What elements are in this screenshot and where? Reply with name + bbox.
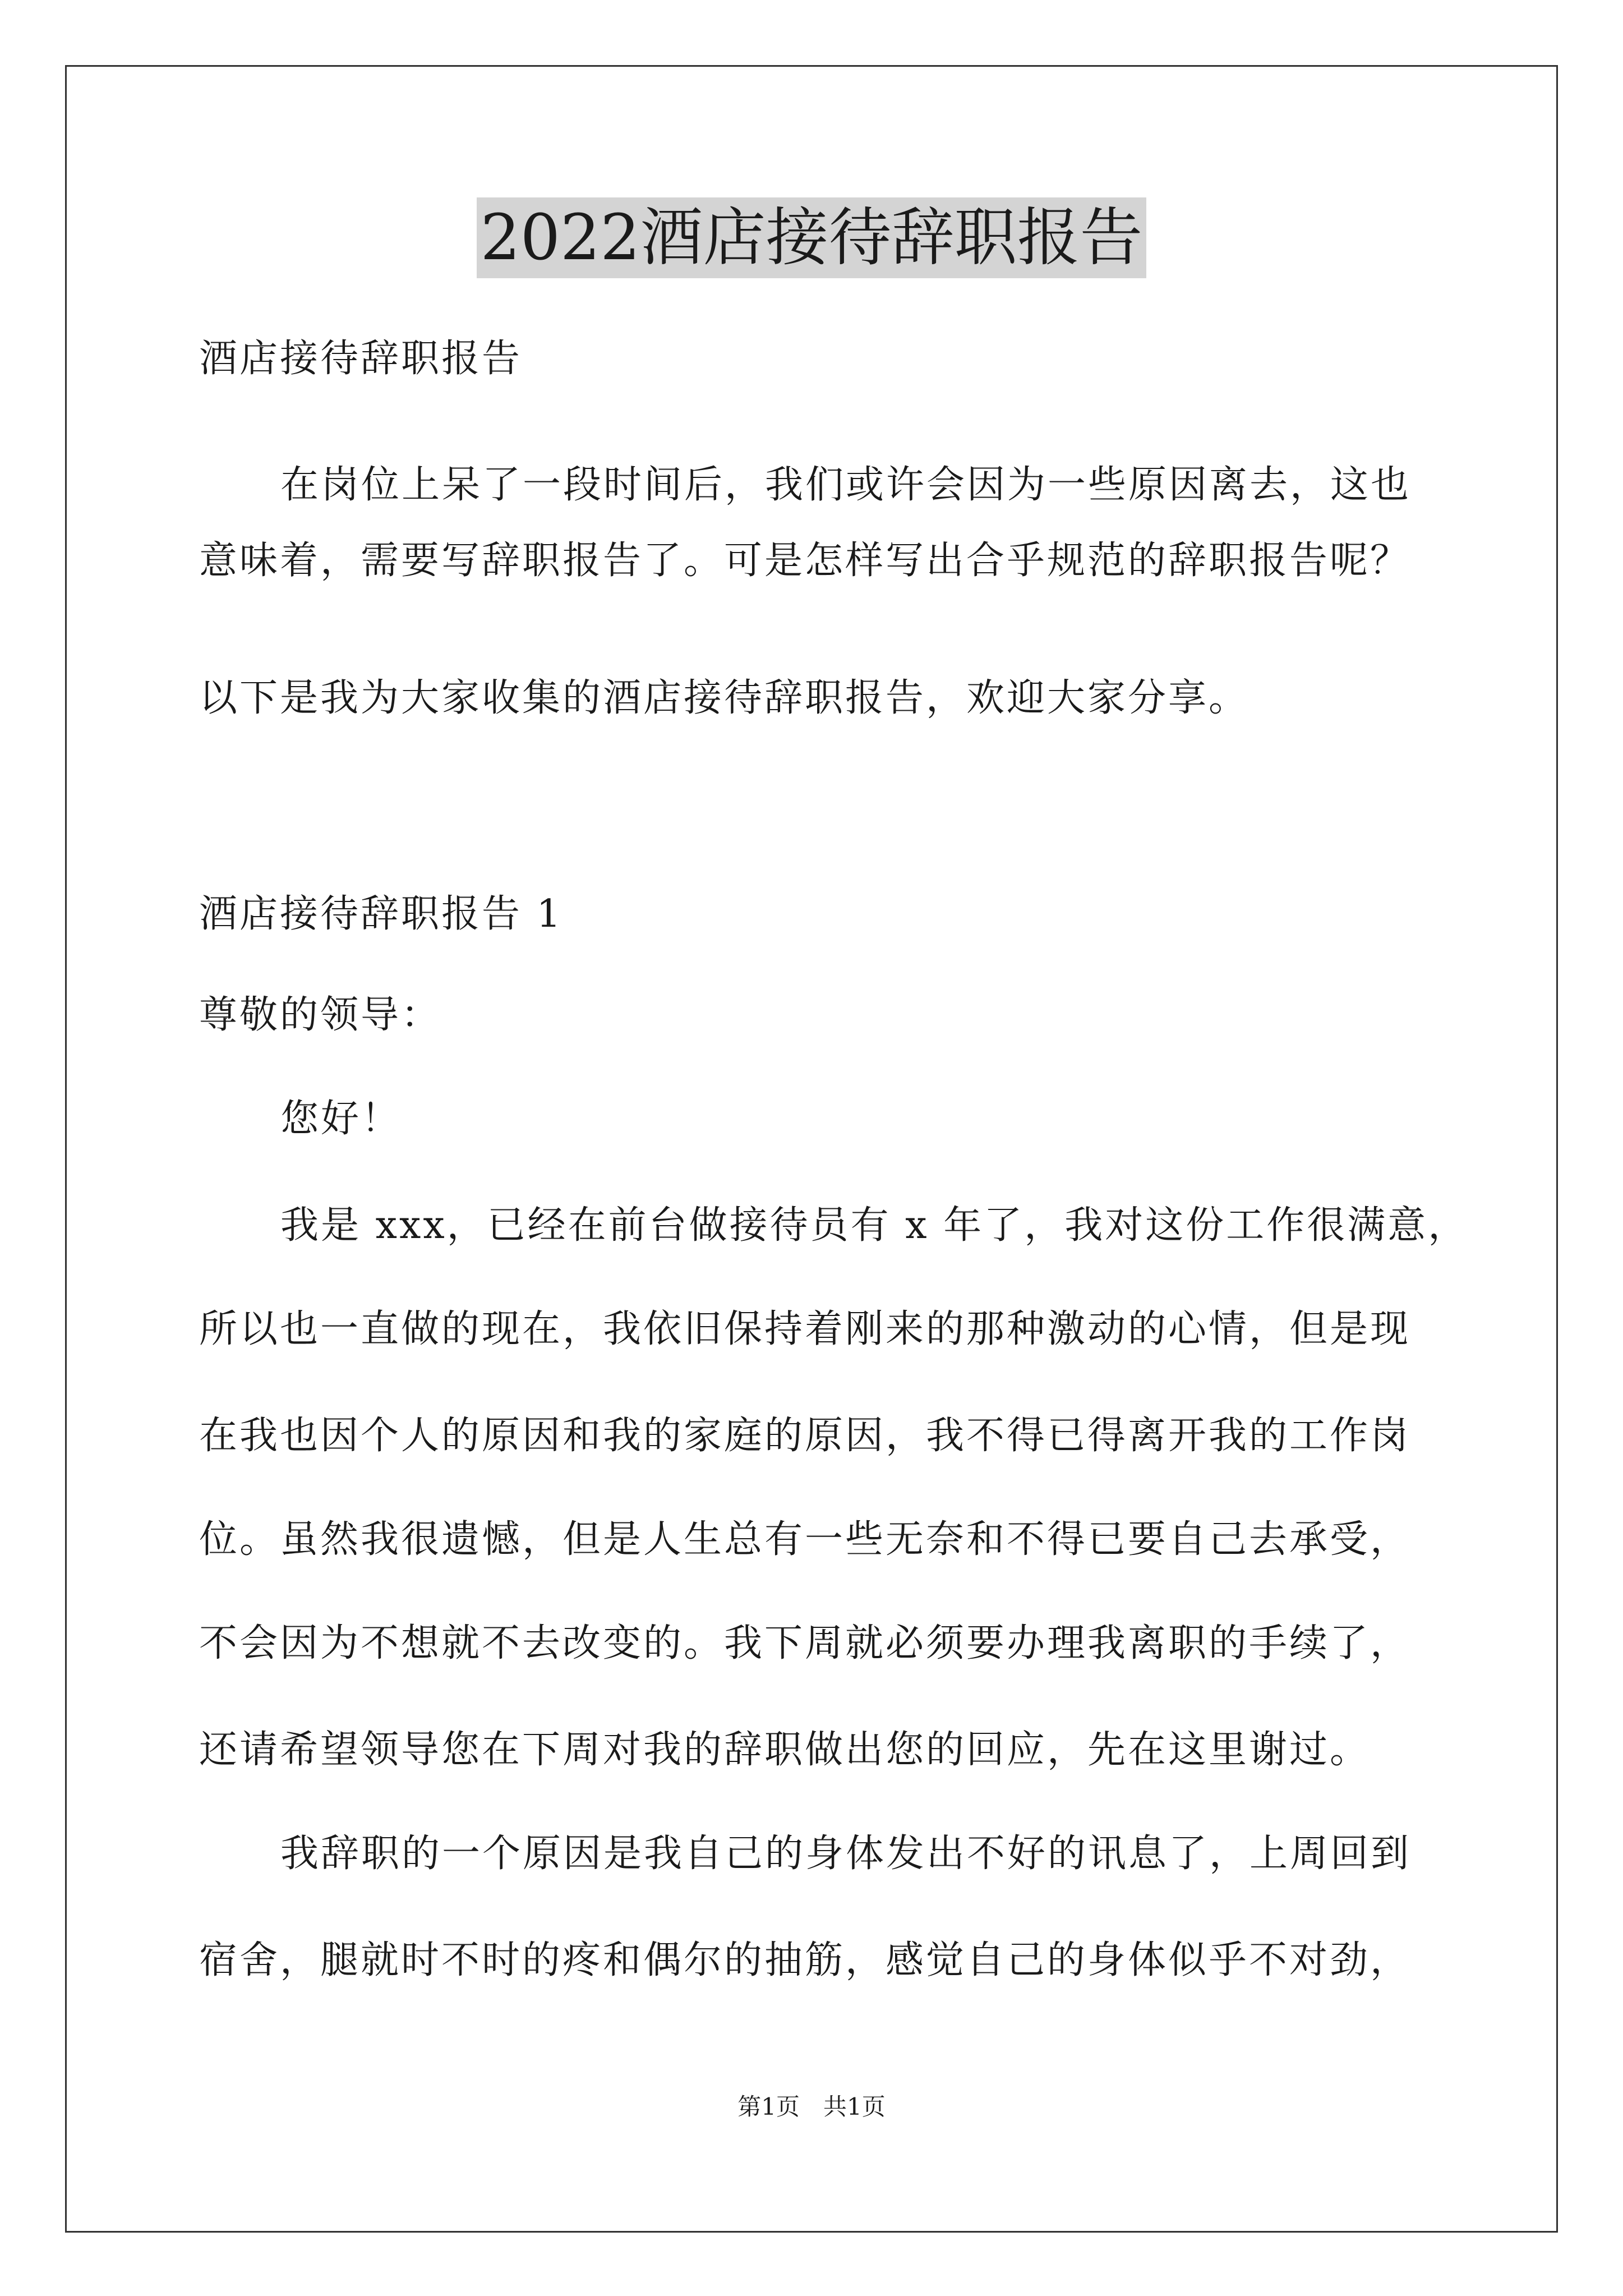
body-line-5: 不会因为不想就不去改变的。我下周就必须要办理我离职的手续了， [199, 1621, 1411, 1665]
body-line-7: 我辞职的一个原因是我自己的身体发出不好的讯息了，上周回到 [280, 1832, 1412, 1876]
body-line-1: 我是 xxx，已经在前台做接待员有 x 年了，我对这份工作很满意， [280, 1203, 1469, 1248]
section-heading: 酒店接待辞职报告 1 [199, 892, 563, 936]
subtitle-line: 酒店接待辞职报告 [199, 337, 523, 381]
body-line-3: 在我也因个人的原因和我的家庭的原因，我不得已得离开我的工作岗 [199, 1414, 1411, 1458]
greeting: 您好！ [280, 1097, 402, 1141]
intro-line-2: 意味着，需要写辞职报告了。可是怎样写出合乎规范的辞职报告呢？ [199, 539, 1411, 583]
page-footer: 第1页 共1页 [737, 2093, 886, 2120]
body-line-8: 宿舍，腿就时不时的疼和偶尔的抽筋，感觉自己的身体似乎不对劲， [199, 1938, 1411, 1982]
intro-line-3: 以下是我为大家收集的酒店接待辞职报告，欢迎大家分享。 [199, 676, 1249, 720]
title-container [0, 197, 1623, 278]
document-title: 2022酒店接待辞职报告 [477, 197, 1146, 278]
salutation: 尊敬的领导： [199, 993, 442, 1037]
body-line-2: 所以也一直做的现在，我依旧保持着刚来的那种激动的心情，但是现 [199, 1307, 1411, 1351]
body-line-6: 还请希望领导您在下周对我的辞职做出您的回应，先在这里谢过。 [199, 1728, 1371, 1772]
intro-line-1: 在岗位上呆了一段时间后，我们或许会因为一些原因离去，这也 [280, 463, 1412, 507]
body-line-4: 位。虽然我很遗憾，但是人生总有一些无奈和不得已要自己去承受， [199, 1517, 1411, 1562]
page-border [65, 65, 1558, 2233]
